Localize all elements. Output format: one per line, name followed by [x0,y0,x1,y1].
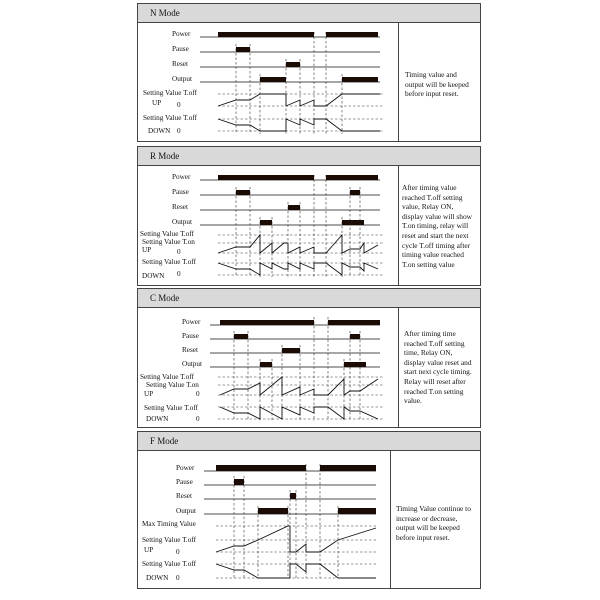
c-power-label: Power [182,318,201,326]
n-down-curve [218,119,380,131]
r-output-pulse-2 [342,220,364,225]
r-desc-line: reset and start the next [402,230,469,240]
f-output-pulse-1 [258,508,288,514]
f-max-timing-label: Max Timing Value [142,520,196,528]
f-down-zero-label: 0 [176,574,180,582]
f-mode-header [138,432,480,451]
r-description [402,183,480,269]
r-down-label: DOWN [142,272,165,280]
n-description [405,70,479,99]
c-mode-panel [137,288,481,428]
c-down-curve [220,407,378,419]
f-setting-toff-down-label: Setting Value T.off [142,560,196,568]
f-down-label: DOWN [146,574,169,582]
c-up-zero-label: 0 [196,390,200,398]
f-setting-toff-up-label: Setting Value T.off [142,536,196,544]
r-mode-panel [137,146,481,286]
n-output-pulse-2 [342,77,378,82]
f-mode-timing-diagram [138,450,390,590]
r-down-curve [218,263,378,275]
n-reset-label: Reset [172,60,188,68]
n-up-curve [218,94,380,106]
c-signal-baselines [210,325,380,367]
c-up-label: UP [144,390,154,398]
r-setting-toff-down-label: Setting Value T.off [142,258,196,266]
r-desc-line: display value will show [402,211,472,221]
c-pause-label: Pause [182,332,199,340]
c-pause-pulse-1 [234,334,248,339]
n-up-label: UP [152,99,162,107]
n-power-pulse-2 [326,32,378,37]
c-reset-pulse [282,348,300,353]
c-reset-label: Reset [182,346,198,354]
f-output-label: Output [176,507,196,515]
n-up-zero-label: 0 [177,101,181,109]
c-desc-line: Relay will reset after [404,376,466,386]
r-desc-line: After timing value [402,183,457,192]
f-mode-panel [137,431,481,589]
r-setting-toff-up-label: Setting Value T.off [140,230,194,238]
c-down-zero-label: 0 [196,415,200,423]
n-pause-label: Pause [172,45,189,53]
r-power-label: Power [172,173,191,181]
f-desc-line: before input reset. [396,532,450,542]
f-power-pulse-2 [320,465,376,471]
c-desc-line: After timing time [404,329,456,338]
f-pause-label: Pause [176,478,193,486]
f-desc-line: Timing Value continue to [396,504,471,513]
c-power-pulse-2 [328,320,380,325]
f-power-label: Power [176,464,195,472]
r-reset-pulse [288,205,300,210]
c-output-label: Output [182,360,202,368]
r-mode-timing-diagram [138,165,398,287]
n-setting-toff-down-label: Setting Value T.off [143,114,197,122]
c-desc-line: display value reset and [404,357,472,367]
r-desc-line: cycle T.off timing after [402,240,471,250]
f-description [396,504,480,542]
r-up-curve [218,235,378,253]
r-mode-title: R Mode [150,151,180,161]
r-pause-label: Pause [172,188,189,196]
n-mode-header [138,4,480,23]
f-pause-pulse [234,479,244,485]
c-pause-pulse-2 [350,334,360,339]
c-divider [398,307,399,427]
n-output-pulse-1 [260,77,286,82]
c-setting-toff-down-label: Setting Value T.off [144,404,198,412]
c-down-label: DOWN [146,415,169,423]
c-mode-header [138,289,480,308]
n-reset-pulse [286,62,300,67]
n-desc-line: before input reset. [405,89,459,99]
c-desc-line: reached T.off setting [404,338,465,348]
n-mode-title: N Mode [150,8,180,18]
n-divider [398,22,399,141]
r-down-zero-label: 0 [177,270,181,278]
f-power-pulse-1 [216,465,306,471]
r-desc-line: value, Relay ON, [402,202,454,212]
f-up-curve [216,526,376,552]
c-desc-line: value. [404,396,422,406]
r-pause-pulse-1 [236,190,250,195]
r-pause-pulse-2 [350,190,360,195]
c-desc-line: time, Relay ON, [404,348,453,358]
c-setting-ton-up-label: Setting Value T.on [146,381,199,389]
r-power-pulse-1 [218,175,314,180]
r-signal-baselines [200,180,380,225]
f-up-label: UP [144,546,154,554]
n-output-label: Output [172,75,192,83]
c-desc-line: reached T.on setting [404,386,464,396]
n-desc-line: output will be keeped [405,79,469,89]
c-up-curve [220,377,378,395]
n-down-label: DOWN [148,127,171,135]
n-signal-baselines [200,37,380,82]
f-up-zero-label: 0 [176,548,180,556]
c-mode-title: C Mode [150,293,180,303]
f-divider [390,450,391,588]
f-reset-pulse [290,493,296,499]
r-output-label: Output [172,218,192,226]
r-setting-ton-up-label: Setting Value T.on [142,238,195,246]
n-mode-timing-diagram [138,22,398,142]
r-divider [398,165,399,285]
r-reset-label: Reset [172,203,188,211]
r-mode-header [138,147,480,166]
r-power-pulse-2 [326,175,378,180]
c-output-pulse-1 [260,362,272,367]
r-desc-line: timing value reached [402,250,464,260]
f-reset-label: Reset [176,492,192,500]
r-desc-line: T.on setting value [402,259,455,269]
f-mode-title: F Mode [150,436,179,446]
r-up-label: UP [142,246,152,254]
n-power-pulse-1 [218,32,314,37]
r-output-pulse-1 [260,220,272,225]
f-output-pulse-2 [338,508,376,514]
f-desc-line: increase or decrease, [396,513,458,523]
r-desc-line: T.on timing, relay will [402,221,469,231]
r-up-zero-label: 0 [177,248,181,256]
r-desc-line: reached T.off setting [402,192,463,202]
c-power-pulse-1 [220,320,314,325]
c-output-pulse-2 [344,362,366,367]
n-desc-line: Timing value and [405,70,457,79]
n-pause-pulse [236,47,250,52]
c-mode-timing-diagram [138,307,398,429]
c-setting-toff-up-label: Setting Value T.off [140,373,194,381]
n-power-label: Power [172,30,191,38]
c-desc-line: start next cycle timing. [404,367,472,377]
n-mode-panel [137,3,481,142]
n-down-zero-label: 0 [177,127,181,135]
c-description [404,329,480,406]
n-setting-toff-up-label: Setting Value T.off [143,89,197,97]
c-dashed-guides [218,317,383,421]
f-desc-line: output will be keeped [396,523,460,533]
